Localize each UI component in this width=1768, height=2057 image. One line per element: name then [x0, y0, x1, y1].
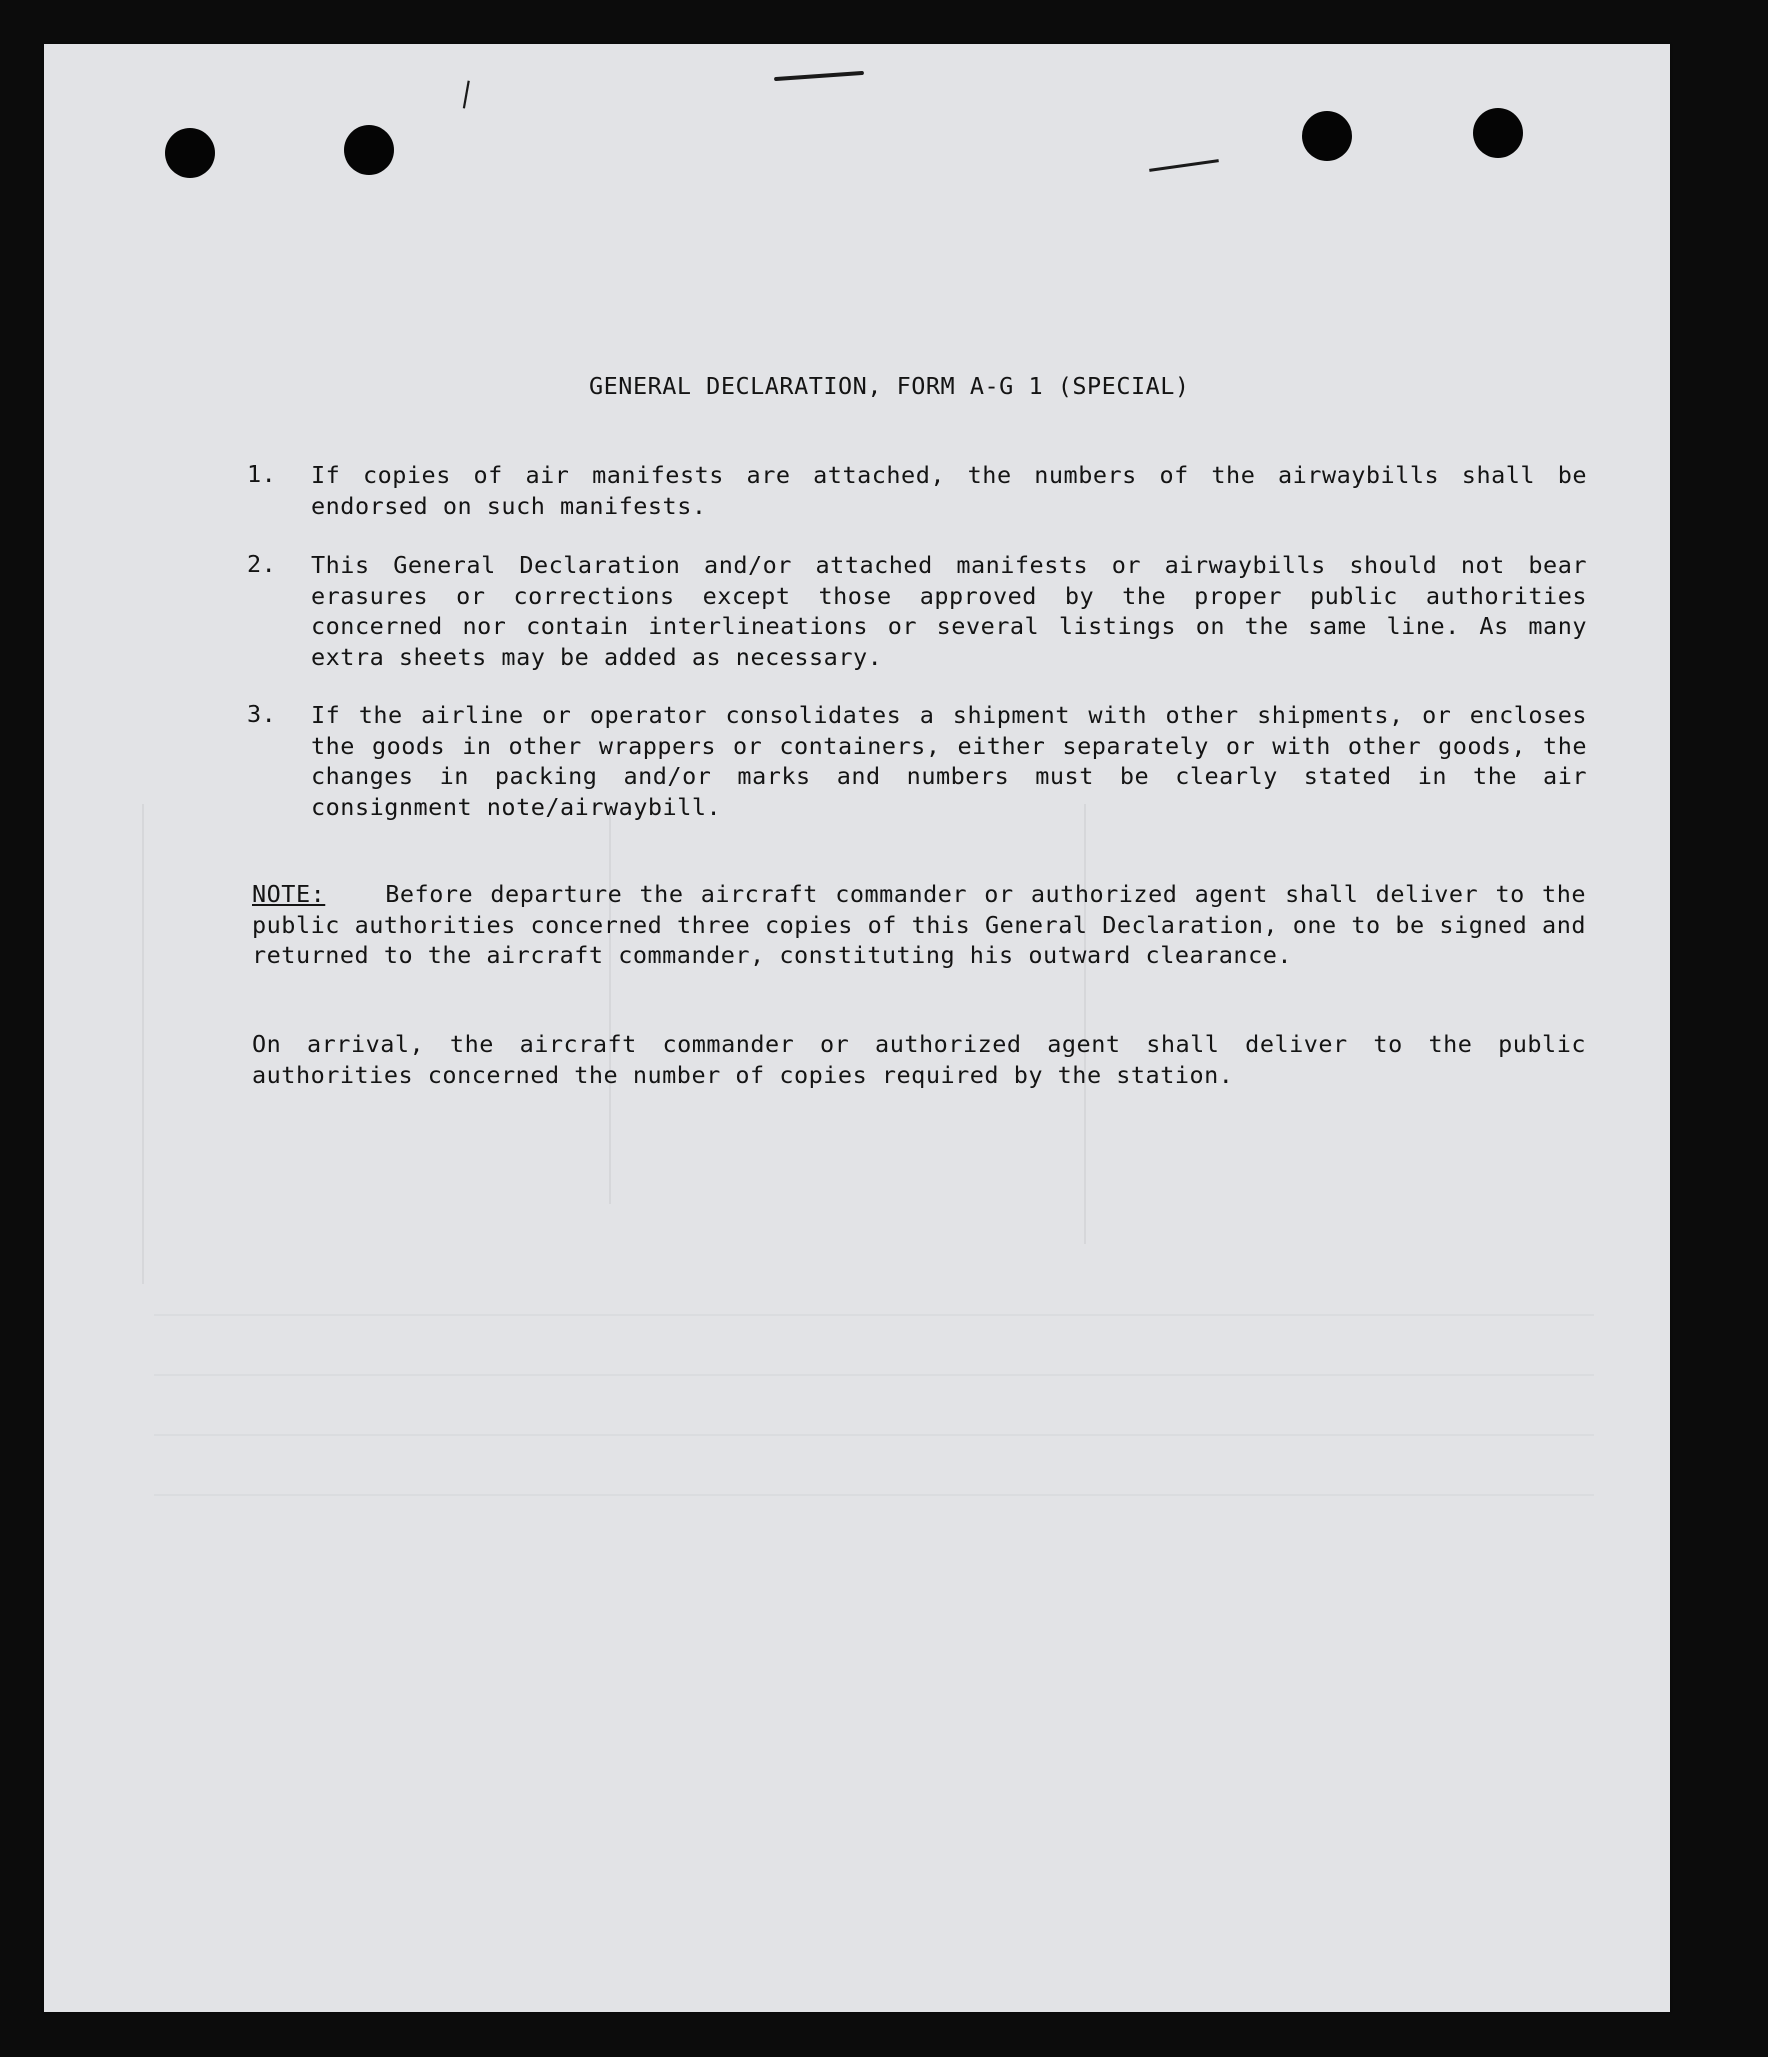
- punch-hole: [344, 125, 394, 175]
- show-through-line: [154, 1434, 1594, 1436]
- note-label: NOTE:: [252, 880, 326, 908]
- item-number: 3.: [247, 700, 277, 728]
- punch-hole: [1473, 108, 1523, 158]
- arrival-paragraph: On arrival, the aircraft commander or authorized agent shall deliver to the public authorities concerned the number of copies required by the station.: [252, 1030, 1586, 1089]
- stray-mark: [774, 71, 864, 81]
- show-through-line: [1084, 804, 1086, 1244]
- punch-hole: [1302, 111, 1352, 161]
- show-through-line: [154, 1314, 1594, 1316]
- note-text: Before departure the aircraft commander or authorized agent shall deliver to the public authorities concerned three copies of this General Declaration, one to be signed and returned to the aircraft commander, constituting his outward clearance.: [252, 880, 1586, 969]
- show-through-line: [154, 1374, 1594, 1376]
- item-text: If the airline or operator consolidates a shipment with other shipments, or encloses the goods in other wrappers or containers, either separately or with other goods, the changes in packing and/or marks and numbers must be clearly stated in the air consignment note/airwaybill.: [311, 701, 1587, 821]
- punch-hole: [165, 128, 215, 178]
- item-text: This General Declaration and/or attached manifests or airwaybills should not bear erasures or corrections except those approved by the proper public authorities concerned nor contain interlineations or several listings on the same line. As many extra sheets may be added as necessary.: [311, 551, 1587, 671]
- paper-sheet: [44, 44, 1670, 2012]
- show-through-line: [609, 804, 611, 1204]
- stray-mark: [1149, 159, 1219, 172]
- show-through-line: [154, 1494, 1594, 1496]
- item-text: If copies of air manifests are attached, the numbers of the airwaybills shall be endorsed on such manifests.: [311, 461, 1587, 520]
- item-number: 2.: [247, 550, 277, 578]
- note-paragraph: [252, 879, 1586, 971]
- item-number: 1.: [247, 460, 277, 488]
- document-title: GENERAL DECLARATION, FORM A-G 1 (SPECIAL): [589, 372, 1190, 400]
- stray-mark: |: [459, 75, 475, 110]
- show-through-line: [142, 804, 144, 1284]
